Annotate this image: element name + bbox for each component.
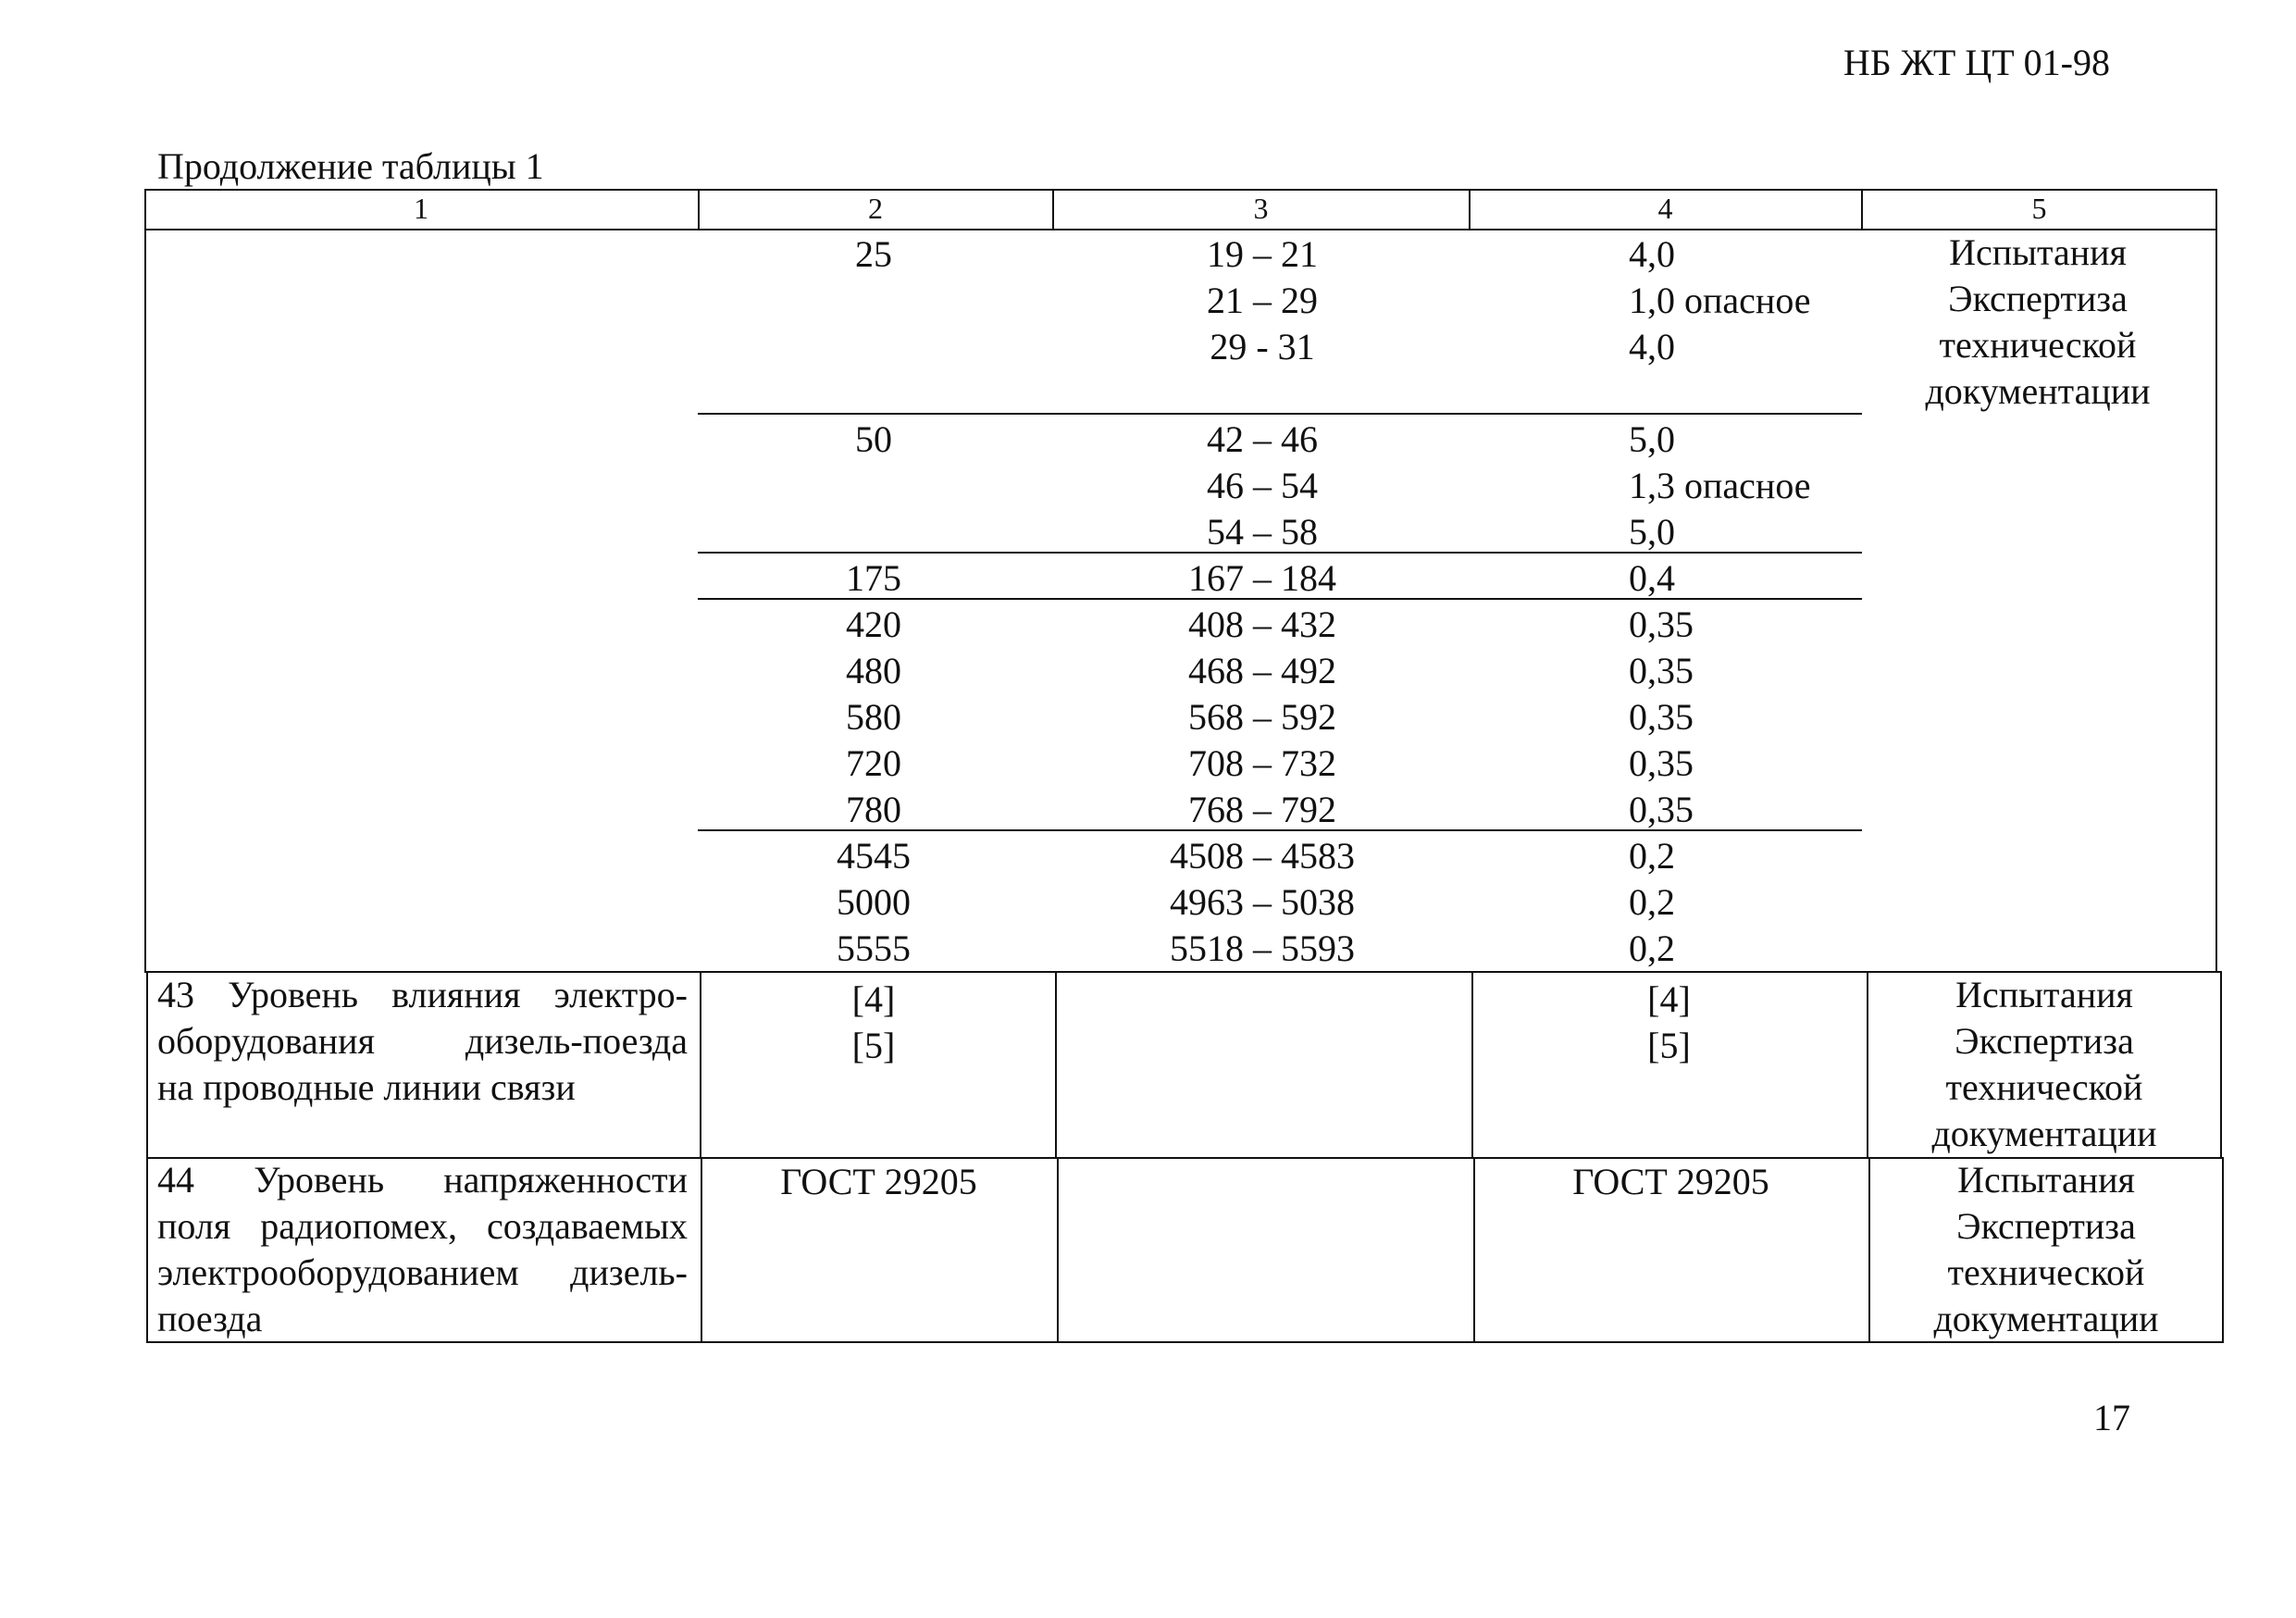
row-43-label-line: на проводные линии связи	[157, 1066, 576, 1108]
cell-freq: 175	[846, 557, 901, 599]
row-43-ref: [4]	[1647, 978, 1691, 1020]
row-43-label-line: оборудования дизель-поезда	[157, 1020, 688, 1062]
control-method-line: документации	[1925, 370, 2151, 412]
cell-value: 0,35	[1629, 789, 1694, 830]
row-43-ref: [5]	[851, 1025, 896, 1066]
cell-freq: 25	[855, 233, 892, 275]
cell-freq: 4545	[837, 835, 911, 877]
control-method-line: технической	[1947, 1251, 2145, 1293]
control-method	[1862, 230, 2214, 415]
cell-value: 4,0	[1629, 326, 1675, 367]
cell-range: 4508 – 4583	[1170, 835, 1355, 877]
row-44-label	[157, 1157, 688, 1342]
control-method-line: Экспертиза	[1956, 1205, 2136, 1247]
cell-range: 54 – 58	[1207, 511, 1318, 553]
cell-range: 46 – 54	[1207, 465, 1318, 506]
control-method-line: Испытания	[1957, 1159, 2135, 1201]
cell-range: 408 – 432	[1188, 604, 1336, 645]
row-43-ref: [4]	[851, 978, 896, 1020]
cell-range: 29 - 31	[1210, 326, 1315, 367]
cell-range: 19 – 21	[1207, 233, 1318, 275]
cell-freq: 480	[846, 650, 901, 691]
table-caption: Продолжение таблицы 1	[157, 145, 544, 187]
cell-value: 0,2	[1629, 835, 1675, 877]
control-method-line: Экспертиза	[1955, 1020, 2134, 1062]
row-43-control-method	[1867, 972, 2222, 1157]
row-44-label-line: электрооборудованием дизель-	[157, 1251, 688, 1293]
cell-value: 0,35	[1629, 604, 1694, 645]
row-43-label	[157, 972, 688, 1111]
cell-value: 0,35	[1629, 742, 1694, 784]
row-43-col-4	[1471, 977, 1867, 1069]
row-44-label-line: поезда	[157, 1298, 263, 1339]
row-44-col-4: ГОСТ 29205	[1572, 1161, 1769, 1202]
cell-freq: 780	[846, 789, 901, 830]
cell-value: 5,0	[1629, 511, 1675, 553]
row-44-control-method	[1868, 1157, 2224, 1342]
row-44-label-line: 44 Уровень напряженности	[157, 1159, 688, 1201]
cell-freq: 580	[846, 696, 901, 738]
header-col-5: 5	[2031, 192, 2047, 225]
cell-range: 42 – 46	[1207, 418, 1318, 460]
cell-freq: 420	[846, 604, 901, 645]
cell-value: 5,0	[1629, 418, 1675, 460]
control-method-line: Испытания	[1949, 231, 2127, 273]
document-code: НБ ЖТ ЦТ 01-98	[1843, 42, 2110, 83]
cell-range: 21 – 29	[1207, 280, 1318, 321]
page-number: 17	[2093, 1397, 2130, 1438]
control-method-line: технической	[1939, 324, 2137, 366]
group-separator-1	[698, 413, 1862, 415]
cell-range: 5518 – 5593	[1170, 927, 1355, 969]
row-44-col-2: ГОСТ 29205	[780, 1161, 977, 1202]
cell-range: 4963 – 5038	[1170, 881, 1355, 923]
cell-freq: 5000	[837, 881, 911, 923]
cell-value: 0,35	[1629, 696, 1694, 738]
cell-freq: 720	[846, 742, 901, 784]
control-method-line: Экспертиза	[1948, 278, 2128, 319]
cell-value: 0,4	[1629, 557, 1675, 599]
row-43-col-2	[694, 977, 1053, 1069]
header-col-2: 2	[868, 192, 883, 225]
header-col-1: 1	[414, 192, 428, 225]
cell-value: 0,2	[1629, 927, 1675, 969]
cell-value: 1,0 опасное	[1629, 280, 1811, 321]
cell-range: 468 – 492	[1188, 650, 1336, 691]
cell-range: 708 – 732	[1188, 742, 1336, 784]
row-43-label-line: 43 Уровень влияния электро-	[157, 974, 688, 1015]
control-method-line: технической	[1945, 1066, 2143, 1108]
cell-value: 0,2	[1629, 881, 1675, 923]
row-43-divider-2	[1055, 971, 1057, 1159]
row-43-ref: [5]	[1647, 1025, 1691, 1066]
cell-freq: 50	[855, 418, 892, 460]
header-col-3: 3	[1253, 192, 1269, 225]
cell-range: 568 – 592	[1188, 696, 1336, 738]
cell-freq: 5555	[837, 927, 911, 969]
row-44-divider-2	[1057, 1157, 1059, 1343]
control-method-line: документации	[1933, 1298, 2159, 1339]
control-method-line: Испытания	[1955, 974, 2133, 1015]
header-col-4: 4	[1657, 192, 1673, 225]
cell-value: 1,3 опасное	[1629, 465, 1811, 506]
cell-range: 167 – 184	[1188, 557, 1336, 599]
row-44-label-line: поля радиопомех, создаваемых	[157, 1205, 688, 1247]
control-method-line: документации	[1931, 1113, 2157, 1154]
cell-range: 768 – 792	[1188, 789, 1336, 830]
cell-value: 0,35	[1629, 650, 1694, 691]
cell-value: 4,0	[1629, 233, 1675, 275]
